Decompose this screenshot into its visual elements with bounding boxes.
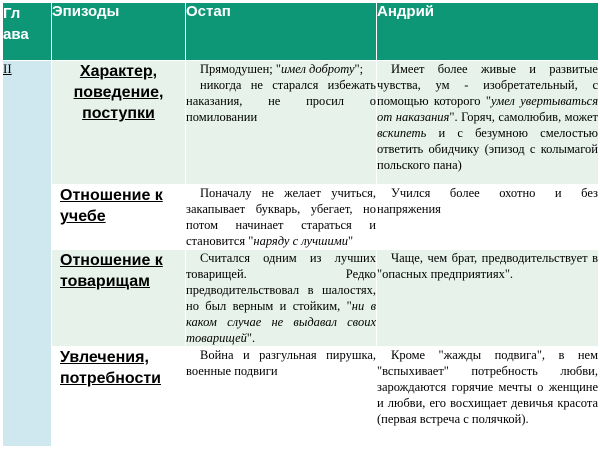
header-chapter xyxy=(3,3,52,61)
ostap-text: Прямодушен; "имел доброту"; xyxy=(200,62,364,76)
ostap-cell xyxy=(186,347,377,447)
ostap-cell xyxy=(186,250,377,347)
episode-title: Увлечения, потребности xyxy=(60,349,162,387)
episode-title: Отношение к учебе xyxy=(60,187,163,225)
characters-comparison-table xyxy=(2,2,599,447)
andriy-cell xyxy=(377,61,599,185)
andriy-text: Имеет более живые и развитые чувства, ум - изобретательный, с помощью которого "умел увертываться от наказания". Горяч, самолюбив, может вскипеть и с безумною смелостью ответить обидчику (эпизод с колымагой польского пана) xyxy=(377,62,599,172)
table-row xyxy=(3,185,599,250)
table-row xyxy=(3,347,599,447)
andriy-text: Учился более охотно и без напряжения xyxy=(377,186,598,216)
ostap-cell xyxy=(186,61,377,185)
header-row xyxy=(3,3,599,61)
header-andriy: Андрий xyxy=(377,3,599,61)
chapter-number: II xyxy=(3,61,12,76)
header-chapter-line1: Гл xyxy=(3,5,21,22)
andriy-text: Кроме "жажды подвига", в нем "вспыхивает" потребность любви, зарождаются горячие мечты о женщине и любви, его восхищает девичья красота (первая встреча с полячкой). xyxy=(377,348,598,426)
ostap-cell xyxy=(186,185,377,250)
andriy-cell xyxy=(377,347,599,447)
ostap-text: Поначалу не желает учиться, закапывает букварь, убегает, но потом начинает стараться и становится "наряду с лучшими" xyxy=(186,186,376,248)
header-chapter-line2: ава xyxy=(3,26,29,43)
header-episodes: Эпизоды xyxy=(52,3,186,61)
episode-cell xyxy=(52,185,186,250)
episode-title: Отношение к товарищам xyxy=(60,252,163,290)
episode-cell xyxy=(52,347,186,447)
ostap-text: Считался одним из лучших товарищей. Редко предводительствовал в шалостях, но был верным и стойким, "ни в каком случае не выдавал своих товарищей". xyxy=(186,251,376,345)
andriy-text: Чаще, чем брат, предводительствует в "опасных предприятиях". xyxy=(377,251,598,281)
table-row xyxy=(3,61,599,185)
ostap-text: Война и разгульная пирушка, военные подвиги xyxy=(186,348,376,378)
episode-cell xyxy=(52,61,186,185)
episode-cell xyxy=(52,250,186,347)
table-row xyxy=(3,250,599,347)
ostap-text-2: никогда не старался избежать наказания, не просил о помиловании xyxy=(186,78,376,124)
header-ostap: Остап xyxy=(186,3,377,61)
episode-title: Характер, поведение, поступки xyxy=(73,63,164,122)
andriy-cell xyxy=(377,250,599,347)
chapter-cell xyxy=(3,61,52,447)
andriy-cell xyxy=(377,185,599,250)
